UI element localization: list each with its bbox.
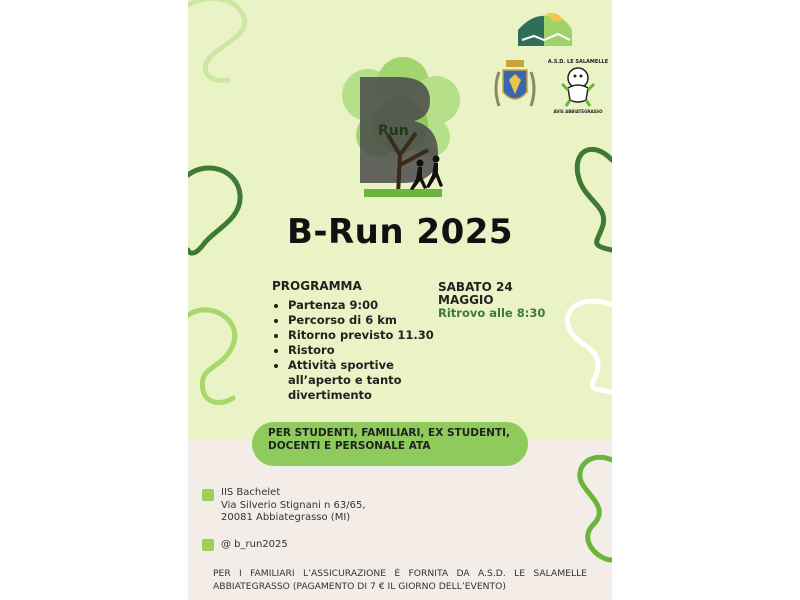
school-logo	[514, 10, 576, 50]
city-crest-icon	[493, 58, 537, 112]
instagram-handle: @ b_run2025	[221, 539, 288, 550]
insurance-note: PER I FAMILIARI L’ASSICURAZIONE È FORNITA DA A.S.D. LE SALAMELLE ABBIATEGRASSO (PAGAMENTO DI 7 € IL GIORNO DELL’EVENTO)	[213, 568, 587, 592]
audience-text: PER STUDENTI, FAMILIARI, EX STUDENTI, DOCENTI E PERSONALE ATA	[268, 427, 510, 452]
program-item: • Percorso di 6 km	[288, 313, 438, 328]
club-logo-arc-text: A.S.D. LE SALAMELLE	[548, 59, 608, 65]
program-item: • Partenza 9:00	[288, 298, 438, 313]
program-item: • Ristoro	[288, 343, 438, 358]
b-run-tree-logo	[338, 55, 468, 203]
club-logo-icon	[548, 54, 608, 116]
green-right-curve	[580, 457, 612, 560]
school-logo-shape	[518, 16, 548, 46]
light-left-curve	[188, 310, 235, 403]
white-right-curve	[567, 301, 612, 392]
location-name: IIS Bachelet	[221, 487, 281, 498]
program-item: • Attività sportive all’aperto e tanto divertimento	[288, 358, 438, 403]
address-block	[221, 487, 421, 525]
top-left-curve	[188, 0, 245, 80]
location-pin-icon	[202, 489, 214, 501]
address-line: 20081 Abbiategrasso (MI)	[221, 512, 351, 523]
arrow-right-icon	[202, 539, 214, 551]
tree-logo-text: Run	[378, 123, 409, 139]
event-date: SABATO 24 MAGGIO	[438, 280, 513, 307]
event-title: B-Run 2025	[286, 212, 514, 252]
program-item: • Ritorno previsto 11.30	[288, 328, 438, 343]
address-line: Via Silverio Stignani n 63/65,	[221, 499, 366, 511]
program-list	[274, 298, 438, 403]
meeting-time: Ritrovo alle 8:30	[438, 306, 546, 320]
event-poster	[188, 0, 612, 600]
club-logo-bottom-text: AVIS ABBIATEGRASSO	[553, 109, 603, 114]
program-heading: PROGRAMMA	[272, 279, 362, 293]
